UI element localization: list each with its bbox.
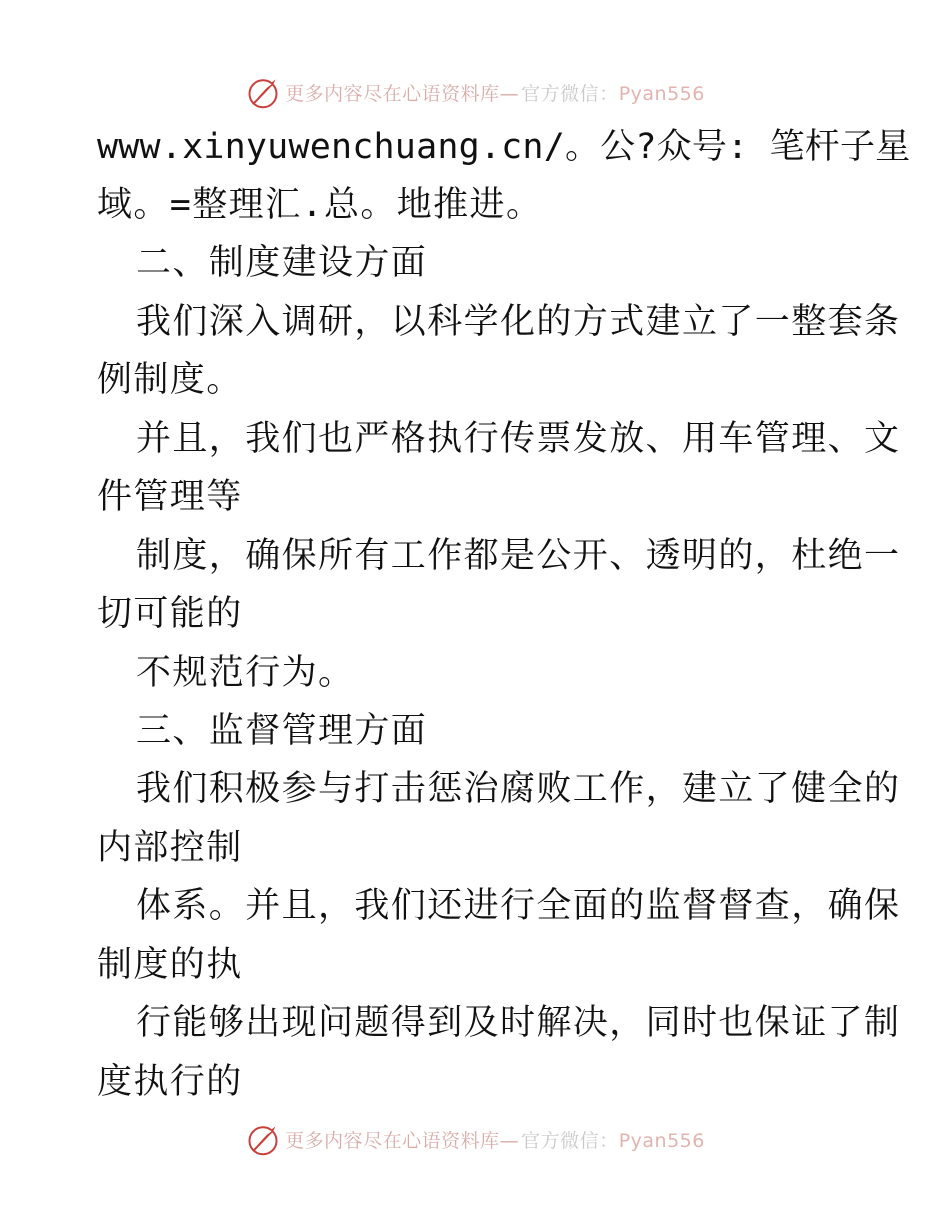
watermark-official-label: 官方微信： (521, 82, 619, 105)
body-line: 制度的执 (97, 945, 243, 985)
body-line: 内部控制 (97, 828, 243, 868)
body-line: 并且，我们也严格执行传票发放、用车管理、文 (136, 419, 901, 459)
body-line: 不规范行为。 (136, 653, 355, 693)
watermark-brand: 更多内容尽在心语资料库 (285, 82, 500, 105)
watermark-account-id: Pyan556 (618, 1129, 705, 1152)
body-line: www.xinyuwenchuang.cn/。公?众号: 笔杆子星 (97, 127, 911, 167)
body-line: 件管理等 (97, 477, 243, 517)
watermark-separator: — (499, 1129, 520, 1152)
body-line: 例制度。 (97, 360, 243, 400)
body-line: 行能够出现问题得到及时解决，同时也保证了制 (136, 1003, 901, 1043)
watermark-brand: 更多内容尽在心语资料库 (285, 1129, 500, 1152)
quill-pen-logo-icon (245, 1121, 281, 1157)
watermark-account-id: Pyan556 (618, 82, 705, 105)
quill-pen-logo-icon (245, 74, 281, 110)
body-line: 度执行的 (97, 1062, 243, 1102)
section-heading: 二、制度建设方面 (136, 243, 428, 283)
watermark-footer (0, 1117, 950, 1161)
body-line: 域。=整理汇.总。地推进。 (97, 185, 543, 225)
watermark-official-label: 官方微信： (521, 1129, 619, 1152)
body-line: 我们深入调研，以科学化的方式建立了一整套条 (136, 302, 901, 342)
watermark-separator: — (499, 82, 520, 105)
section-heading: 三、监督管理方面 (136, 711, 428, 751)
watermark-header (0, 70, 950, 114)
body-line: 体系。并且，我们还进行全面的监督督查，确保 (136, 886, 901, 926)
body-line: 我们积极参与打击惩治腐败工作，建立了健全的 (136, 769, 901, 809)
body-line: 切可能的 (97, 594, 243, 634)
body-line: 制度，确保所有工作都是公开、透明的，杜绝一 (136, 536, 901, 576)
